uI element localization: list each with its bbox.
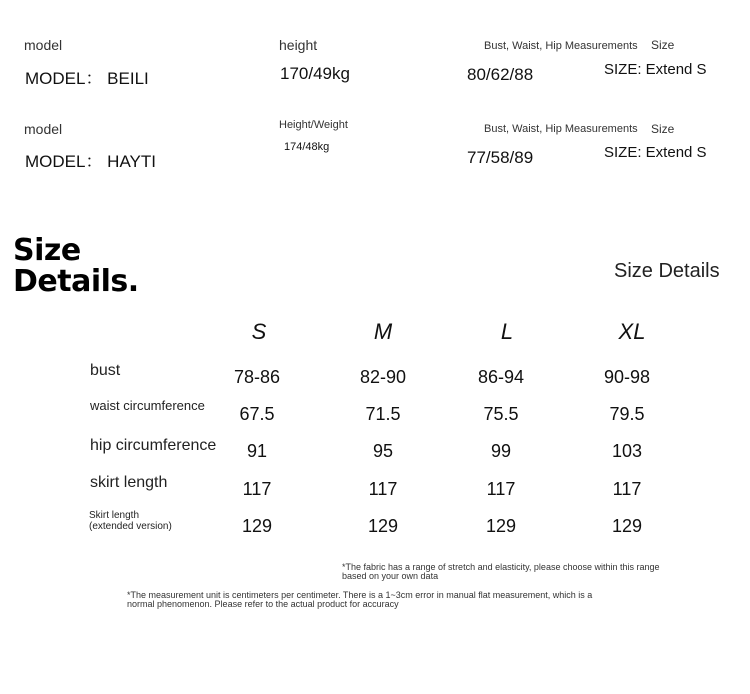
row-label-line1: Skirt length <box>89 510 140 521</box>
stretch-note-line2: based on your own data <box>342 571 439 581</box>
bwh-label: Bust, Waist, Hip Measurements <box>484 123 638 135</box>
size-header-xl: XL <box>618 319 646 344</box>
table-cell: 129 <box>241 516 273 536</box>
row-label-bust: bust <box>90 362 121 379</box>
table-cell: 117 <box>612 479 642 499</box>
model-label: model <box>24 37 63 53</box>
size-value: SIZE: Extend S <box>604 61 707 78</box>
row-label-waist: waist circumference <box>90 398 205 413</box>
stretch-note <box>342 563 660 581</box>
height-weight-value: 174/48kg <box>284 141 330 153</box>
table-cell: 86-94 <box>477 367 525 387</box>
page-title <box>13 235 139 297</box>
table-cell: 82-90 <box>359 367 407 387</box>
measurement-note <box>127 591 592 609</box>
model-name: MODEL： HAYTI <box>25 152 156 171</box>
size-header-m: M <box>373 319 393 344</box>
measurement-note-line2: normal phenomenon. Please refer to the actual product for accuracy <box>127 599 399 609</box>
size-header-s: S <box>251 319 267 344</box>
table-cell: 91 <box>246 441 268 461</box>
table-cell: 95 <box>372 441 394 461</box>
row-label-skirt-length-extended <box>89 510 172 532</box>
table-cell: 67.5 <box>239 404 275 424</box>
table-cell: 71.5 <box>365 404 401 424</box>
table-cell: 117 <box>368 479 398 499</box>
stretch-note-line1: *The fabric has a range of stretch and elasticity, please choose within this range <box>342 562 660 572</box>
size-label: Size <box>651 122 675 136</box>
model-label: model <box>24 121 63 137</box>
row-label-line2: (extended version) <box>89 521 172 532</box>
page-title-line1: Size <box>13 233 81 268</box>
section-subtitle: Size Details <box>614 260 720 282</box>
bwh-value: 77/58/89 <box>467 148 534 167</box>
table-cell: 103 <box>611 441 643 461</box>
table-cell: 129 <box>611 516 643 536</box>
height-weight-label: Height/Weight <box>279 119 348 131</box>
table-cell: 129 <box>485 516 517 536</box>
height-label: height <box>279 37 318 53</box>
table-cell: 129 <box>367 516 399 536</box>
size-label: Size <box>651 38 675 52</box>
size-value: SIZE: Extend S <box>604 144 707 161</box>
page-title-line2: Details. <box>13 264 139 299</box>
table-cell: 99 <box>490 441 512 461</box>
table-cell: 75.5 <box>483 404 519 424</box>
size-header-l: L <box>500 319 514 344</box>
measurement-note-line1: *The measurement unit is centimeters per centimeter. There is a 1~3cm error in manual flat measurement, which is a <box>127 590 593 600</box>
bwh-value: 80/62/88 <box>467 65 534 84</box>
table-cell: 117 <box>486 479 516 499</box>
row-label-skirt-length: skirt length <box>90 474 168 491</box>
row-label-hip: hip circumference <box>90 437 217 454</box>
model-name: MODEL： BEILI <box>25 69 149 88</box>
table-cell: 90-98 <box>603 367 651 387</box>
bwh-label: Bust, Waist, Hip Measurements <box>484 40 638 52</box>
table-cell: 78-86 <box>233 367 281 387</box>
height-weight-value: 170/49kg <box>280 64 350 83</box>
table-cell: 117 <box>242 479 272 499</box>
table-cell: 79.5 <box>609 404 645 424</box>
